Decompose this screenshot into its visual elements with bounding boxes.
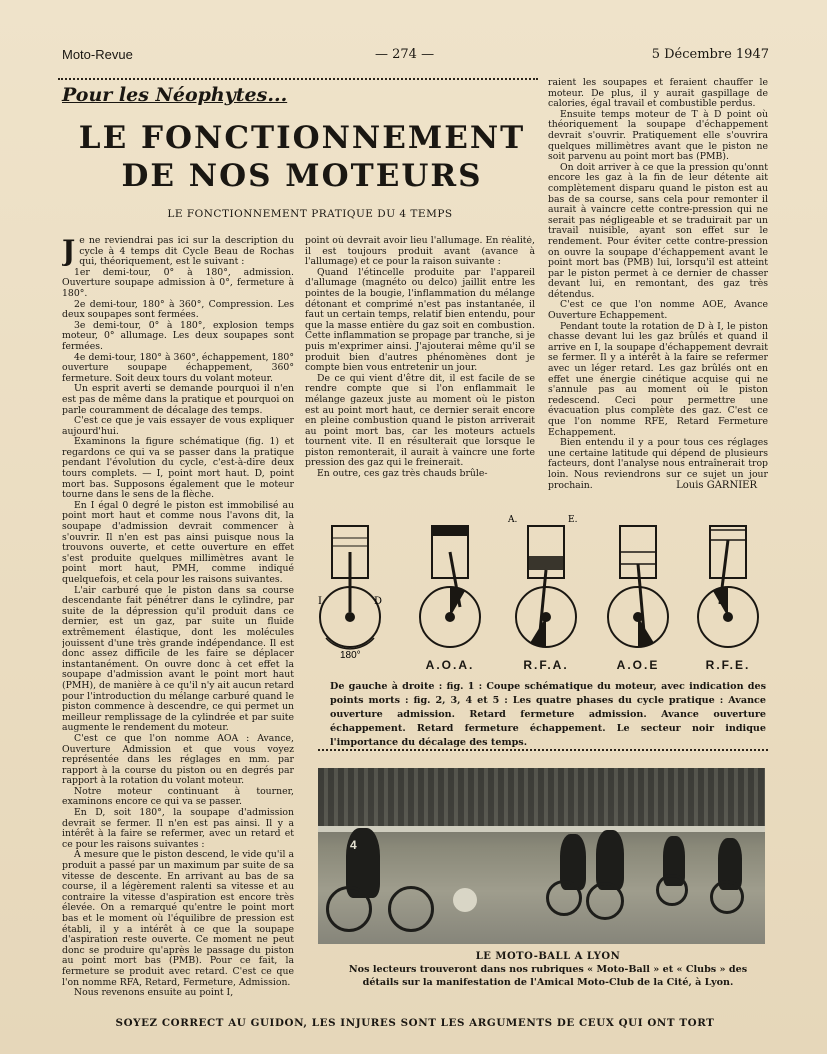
paragraph: 1er demi-tour, 0° à 180°, admission. Ouverture soupape admission à 0°, fermeture à 180°. <box>62 266 294 299</box>
engine-fig1-drawing <box>310 512 390 662</box>
moto-ball-photo <box>318 768 765 944</box>
paragraph: En I égal 0 degré le piston est immobilisé au point mort haut et comme nous l'avons dit, la soupape d'admission devrait commencer à s'ouvrir. Il n'en est pas ainsi puisque nous la trouvons ouverte, et cette ouverture en effet s'est produite quelques millimètres avant le point mort haut, PMH, comme indiqué quelquefois, et cela pour les raisons suivantes. <box>62 499 294 585</box>
paragraph: En D, soit 180°, la soupape d'admission devrait se fermer. Il n'en est pas ainsi. Il y a intérêt à la faire se refermer, avec un retard et ce pour les raisons suivantes : <box>62 807 294 850</box>
paragraph: En outre, ces gaz très chauds brûle- <box>317 468 488 480</box>
photo-caption-title: LE MOTO-BALL A LYON <box>475 951 621 962</box>
engine-label-rfe: R.F.E. <box>705 658 751 672</box>
rider-number: 4 <box>350 838 357 852</box>
engine-fig2-drawing <box>410 512 490 662</box>
article-title-line1: LE FONCTIONNEMENT <box>78 120 526 156</box>
paragraph: Nous revenons ensuite au point I, <box>74 987 234 999</box>
paragraph: On doit arriver à ce que la pression qu'onnt encore les gaz à la fin de leur détente ait complètement disparu quand le piston est au bas de sa course, sans cela pour remonter il aurait à vaincre cette contre-pression qui ne serait pas négligeable et se traduirait par un travail nuisible, ayant son effet sur le rendement. Pour éviter cette contre-pression on ouvre la soupape d'échappement avant le point mort bas (PMB) lui, lorsqu'il est atteint par le piston permet à ce dernier de chasser devant lui, en remontant, des gaz très détendus. <box>548 161 768 300</box>
engine-diagram-fig2 <box>410 512 490 672</box>
paragraph: L'air carburé que le piston dans sa course descendante fait pénétrer dans le cylindre, par suite de la dépression qu'il produit dans ce dernier, est un gaz, par suite un fluide extrêmement élastique, dont les molécules jouissent d'une très grande indépendance. Il est donc assez difficile de les faire se déplacer instantanément. On ouvre donc à cet effet la soupape d'admission avant le point mort haut (PMH), de manière à ce qu'il n'y ait aucun retard pour l'introduction du mélange carburé quand le piston commence à descendre, ce qui permet un meilleur remplissage de la cylindrée et par suite augmente le rendement du moteur. <box>62 584 294 734</box>
valve-e-mark: E. <box>568 515 578 525</box>
moto-ball <box>453 888 477 912</box>
page-number: — 274 — <box>375 47 435 62</box>
page-footer-motto: SOYEZ CORRECT AU GUIDON, LES INJURES SONT LES ARGUMENTS DE CEUX QUI ONT TORT <box>115 1017 715 1029</box>
motorcycle-wheel <box>546 880 582 916</box>
rider-figure <box>596 830 624 890</box>
engine-diagram-fig4 <box>598 512 678 672</box>
drop-cap: J <box>62 236 76 267</box>
photo-caption-text: Nos lecteurs trouveront dans nos rubriques « Moto-Ball » et « Clubs » des détails sur la manifestation de l'Amical Moto-Club de la Cité, à Lyon. <box>348 964 748 988</box>
engine-diagram-fig5 <box>688 512 768 672</box>
valve-a-mark: A. <box>508 515 518 525</box>
paragraph: raient les soupapes et feraient chauffer le moteur. De plus, il y aurait gaspillage de calories, égal travail et combustible perdus. <box>548 78 768 110</box>
author-signature: Louis GARNIER <box>676 480 757 491</box>
paragraph: C'est ce que je vais essayer de vous expliquer aujourd'hui. <box>62 415 294 437</box>
section-rule <box>318 749 768 751</box>
publication-name: Moto-Revue <box>62 47 133 62</box>
motorcycle-wheel <box>388 886 434 932</box>
rubric-heading: Pour les Néophytes... <box>62 84 288 106</box>
engine-diagram-fig3 <box>506 512 586 672</box>
paragraph: C'est ce que l'on nomme AOA : Avance, Ouverture Admission et que vous voyez représentée dans les réglages en mm. par rapport à la course du piston ou en degrés par rapport à la rotation du volant moteur. <box>62 732 294 787</box>
engine-label-aoa: A.O.A. <box>425 658 475 672</box>
paragraph: Notre moteur continuant à tourner, examinons encore ce qui va se passer. <box>62 785 294 808</box>
engine-label-rfa: R.F.A. <box>523 658 569 672</box>
article-column-1 <box>62 236 294 1006</box>
paragraph: e ne reviendrai pas ici sur la description du cycle à 4 temps dit Cycle Beau de Rochas qui, théoriquement, est le suivant : <box>79 236 294 268</box>
paragraph: De ce qui vient d'être dit, il est facile de se rendre compte que si l'on enflammait le mélange gazeux juste au moment où le piston est au point mort haut, ce dernier serait encore en pleine combustion quand le piston arriverait au point mort bas, car les moteurs actuels tournent vite. Il en résulterait que lorsque le piston remonterait, il aurait à vaincre une forte pression des gaz qui le freinerait. <box>305 372 535 469</box>
grandstand <box>318 768 765 830</box>
engine-fig4-drawing <box>598 512 678 662</box>
engine-diagram-figure <box>306 512 768 680</box>
paragraph: Quand l'étincelle produite par l'appareil d'allumage (magnéto ou delco) jaillit entre les pointes de la bougie, l'inflammation du mélange détonant et comprimé n'est pas instantanée, il faut un certain temps, relatif bien entendu, pour que la masse entière du gaz soit en combustion. Cette inflammation se propage par tranche, si je puis m'exprimer ainsi. J'ajouterai même qu'il se produit bien d'autres phénomènes dont je compte bien vous entretenir un jour. <box>305 266 535 374</box>
track-fence <box>318 826 765 832</box>
paragraph: Ensuite temps moteur de T à D point où théoriquement la soupape d'échappement devrait s'ouvrir. Pratiquement elle s'ouvrira quelques millimètres avant que le piston ne soit parvenu au point mort bas (PMB). <box>548 108 768 163</box>
engine-label-aoe: A.O.E <box>616 658 660 672</box>
article-subtitle: LE FONCTIONNEMENT PRATIQUE DU 4 TEMPS <box>167 208 453 220</box>
paragraph: point où devrait avoir lieu l'allumage. En réalité, il est toujours produit avant (avance à l'allumage) et ce pour la raison suivante : <box>305 236 535 268</box>
motorcycle-wheel <box>710 880 744 914</box>
paragraph: Pendant toute la rotation de D à I, le piston chasse devant lui les gaz brûlés et quand il arrive en I, la soupape d'échappement devrait se fermer. Il y a intérêt à la faire se refermer avec un léger retard. Les gaz brûlés ont en effet une énergie cinétique acquise qui ne s'annule pas au moment où le piston redescend. Ceci pour permettre une évacuation plus complète des gaz. C'est ce que l'on nomme RFE, Retard Fermeture Echappement. <box>548 320 768 438</box>
motorcycle-wheel <box>326 886 372 932</box>
article-column-2 <box>305 236 535 491</box>
angle-mark: 180° <box>340 650 361 661</box>
issue-date: 5 Décembre 1947 <box>651 47 769 62</box>
figure-caption: De gauche à droite : fig. 1 : Coupe schématique du moteur, avec indication des points morts : fig. 2, 3, 4 et 5 : Les quatre phases du cycle pratique : Avance ouverture admission. Retard fermeture admission. Avance ouverture échappement. Retard fermeture échappement. Le secteur noir indique l'importance du décalage des temps. <box>330 681 766 748</box>
engine-fig5-drawing <box>688 512 768 662</box>
point-i-mark: I <box>318 596 322 607</box>
article-title-line2: DE NOS MOTEURS <box>121 158 483 194</box>
motorcycle-wheel <box>586 882 624 920</box>
paragraph: Bien entendu il y a pour tous ces réglages une certaine latitude qui dépend de plusieurs facteurs, dont l'analyse nous entraînerait trop loin. Nous reviendrons sur ce sujet un jour prochain. <box>548 437 768 491</box>
motorcycle-wheel <box>656 874 688 906</box>
engine-diagram-fig1 <box>310 512 390 672</box>
paragraph: Un esprit averti se demande pourquoi il n'en est pas de même dans la pratique et pourquoi on parle couramment de décalage des temps. <box>62 383 294 416</box>
paragraph: C'est ce que l'on nomme AOE, Avance Ouverture Echappement. <box>548 299 768 322</box>
photo-caption <box>330 950 766 989</box>
paragraph: 3e demi-tour, 0° à 180°, explosion temps moteur, 0° allumage. Les deux soupapes sont fermées. <box>62 319 294 352</box>
header-rule <box>58 78 538 80</box>
paragraph: A mesure que le piston descend, le vide qu'il a produit a passé par un maximum par suite de sa vitesse de descente. En arrivant au bas de sa course, il a légèrement ralenti sa vitesse et au contraire la vitesse d'aspiration est encore très élevée. On a remarqué qu'entre le point mort bas et le moment où l'équilibre de pression est établi, il y a intérêt à ce que la soupape d'aspiration reste ouverte. Ce moment ne peut donc se produire qu'après le passage du piston au point mort bas (PMB). Pour ce fait, la fermeture se produit avec retard. C'est ce que l'on nomme RFA, Retard, Fermeture, Admission. <box>62 849 294 988</box>
point-d-mark: D <box>374 596 383 607</box>
paragraph: 2e demi-tour, 180° à 360°, Compression. Les deux soupapes sont fermées. <box>62 298 294 321</box>
engine-fig3-drawing <box>506 512 586 662</box>
paragraph: 4e demi-tour, 180° à 360°, échappement, 180° ouverture soupape échappement, 360° fermeture. Soit deux tours du volant moteur. <box>62 351 294 384</box>
paragraph: Examinons la figure schématique (fig. 1) et regardons ce qui va se passer dans la pratique pendant l'évolution du cycle, c'est-à-dire deux tours complets. — I, point mort haut. D, point mort bas. Supposons également que le moteur tourne dans le sens de la flèche. <box>62 436 294 501</box>
article-column-3 <box>548 78 768 491</box>
